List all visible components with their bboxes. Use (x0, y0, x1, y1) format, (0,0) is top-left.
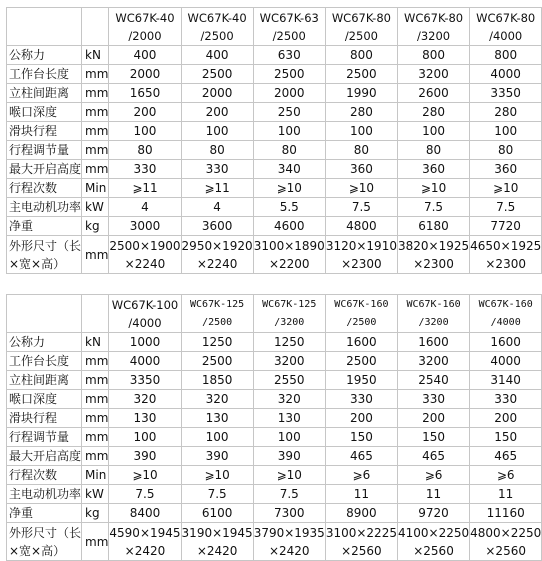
row-unit: mm (82, 371, 109, 390)
table-cell: 330 (109, 160, 181, 179)
row-label: 行程调节量 (7, 141, 82, 160)
table-row (7, 46, 542, 65)
table-cell: 3350 (109, 371, 181, 390)
size-dim-lw: 3120×1910 (325, 238, 397, 253)
table-cell: 100 (109, 428, 181, 447)
table-row (7, 428, 542, 447)
table-row (7, 371, 542, 390)
table-cell: 100 (470, 122, 542, 141)
row-label: 工作台长度 (7, 352, 82, 371)
size-cell (253, 523, 325, 561)
size-dim-lw: 3790×1935 (253, 525, 325, 540)
model-name: WC67K-40 (115, 10, 175, 25)
table-cell: 5.5 (253, 198, 325, 217)
size-dim-h: ×2420 (268, 543, 310, 558)
row-label: 净重 (7, 217, 82, 236)
row-label: 净重 (7, 504, 82, 523)
model-name: WC67K-125 (262, 298, 317, 310)
table-cell: 280 (397, 103, 469, 122)
row-unit: kW (82, 198, 109, 217)
table-cell: 3350 (470, 84, 542, 103)
table-cell: 1990 (325, 84, 397, 103)
table-row (7, 65, 542, 84)
table-cell: 390 (181, 447, 253, 466)
size-dim-lw: 3190×1945 (181, 525, 253, 540)
size-cell (325, 236, 397, 274)
table-cell: 2500 (253, 65, 325, 84)
table-cell: 80 (181, 141, 253, 160)
table-cell: 1250 (181, 333, 253, 352)
size-dim-lw: 4100×2250 (397, 525, 470, 540)
table-row (7, 179, 542, 198)
table-row (7, 198, 542, 217)
row-unit: mm (82, 141, 109, 160)
size-row-label (7, 523, 82, 561)
table-cell: ⩾10 (470, 179, 542, 198)
model-length: /2500 (200, 28, 234, 43)
table-row (7, 390, 542, 409)
table-cell: 2500 (181, 352, 253, 371)
table-cell: 6180 (397, 217, 469, 236)
table-cell: 2000 (181, 84, 253, 103)
table-row (7, 352, 542, 371)
table-cell: ⩾6 (397, 466, 469, 485)
header-row (7, 8, 542, 46)
model-header (325, 8, 397, 46)
table-cell: 100 (181, 122, 253, 141)
row-label: 滑块行程 (7, 409, 82, 428)
table-cell: 465 (397, 447, 469, 466)
spec-table-1 (6, 7, 542, 274)
table-row (7, 84, 542, 103)
row-label: 主电动机功率 (7, 198, 82, 217)
table-row (7, 409, 542, 428)
table-cell: 4 (109, 198, 181, 217)
row-unit: mm (82, 65, 109, 84)
size-dim-h: ×2300 (413, 256, 454, 271)
row-unit: mm (82, 447, 109, 466)
model-length: /4000 (128, 315, 162, 330)
header-blank-label (7, 8, 82, 46)
table-row (7, 333, 542, 352)
table-cell: 2500 (325, 65, 397, 84)
row-label: 主电动机功率 (7, 485, 82, 504)
size-dim-lw: 3100×2225 (325, 525, 397, 540)
size-dim-lw: 4800×2250 (470, 525, 542, 540)
size-dim-lw: 3820×1925 (397, 238, 470, 253)
model-length: /3200 (418, 316, 449, 328)
table-cell: 1950 (325, 371, 397, 390)
table-cell: ⩾6 (470, 466, 542, 485)
table-cell: 360 (397, 160, 469, 179)
header-blank-unit (82, 295, 109, 333)
table-cell: 330 (397, 390, 469, 409)
row-unit: Min (82, 179, 109, 198)
table-cell: 390 (109, 447, 181, 466)
table-cell: 150 (470, 428, 542, 447)
model-name: WC67K-160 (334, 298, 389, 310)
row-label: 行程调节量 (7, 428, 82, 447)
table-cell: 130 (253, 409, 325, 428)
model-header (397, 295, 469, 333)
table-cell: 7.5 (181, 485, 253, 504)
table-cell: 280 (470, 103, 542, 122)
row-unit: mm (82, 160, 109, 179)
row-unit: mm (82, 84, 109, 103)
size-cell (109, 236, 181, 274)
row-label: 公称力 (7, 333, 82, 352)
model-length: /2000 (128, 28, 162, 43)
table-cell: 7.5 (325, 198, 397, 217)
table-cell: 80 (397, 141, 469, 160)
model-length: /4000 (490, 316, 521, 328)
table-cell: 100 (253, 122, 325, 141)
model-header (181, 295, 253, 333)
table-cell: 330 (325, 390, 397, 409)
table-cell: 4800 (325, 217, 397, 236)
size-dim-h: ×2300 (341, 256, 382, 271)
table-cell: 200 (109, 103, 181, 122)
table-cell: 330 (181, 160, 253, 179)
table-cell: 7.5 (470, 198, 542, 217)
model-name: WC67K-63 (259, 10, 319, 25)
size-cell (325, 523, 397, 561)
table-cell: 2600 (397, 84, 469, 103)
table-cell: 11 (397, 485, 469, 504)
row-label: 公称力 (7, 46, 82, 65)
table-cell: 2000 (253, 84, 325, 103)
table-cell: ⩾6 (325, 466, 397, 485)
table-cell: 2500 (181, 65, 253, 84)
table-row (7, 141, 542, 160)
table-cell: 100 (253, 428, 325, 447)
model-name: WC67K-40 (187, 10, 247, 25)
model-length: /3200 (416, 28, 451, 43)
table-cell: 100 (181, 428, 253, 447)
table-cell: 150 (397, 428, 469, 447)
model-name: WC67K-80 (403, 10, 464, 25)
size-cell (470, 523, 542, 561)
table-cell: 100 (325, 122, 397, 141)
size-cell (470, 236, 542, 274)
size-label-line1: 外形尺寸（长 (9, 238, 82, 253)
table-cell: 80 (325, 141, 397, 160)
table-cell: 80 (470, 141, 542, 160)
table-cell: 150 (325, 428, 397, 447)
table-cell: 1600 (470, 333, 542, 352)
size-dim-lw: 2950×1920 (181, 238, 253, 253)
table-cell: 7720 (470, 217, 542, 236)
table-cell: 340 (253, 160, 325, 179)
model-header (470, 8, 542, 46)
size-dim-lw: 4650×1925 (470, 238, 542, 253)
row-unit: mm (82, 428, 109, 447)
size-label-line2: ×宽×高） (9, 256, 66, 271)
size-cell (253, 236, 325, 274)
table-cell: 400 (109, 46, 181, 65)
size-cell (181, 523, 253, 561)
table-cell: 200 (181, 103, 253, 122)
table-cell: 7.5 (109, 485, 181, 504)
table-cell: 100 (109, 122, 181, 141)
table-cell: 1250 (253, 333, 325, 352)
table-cell: 360 (325, 160, 397, 179)
size-dim-h: ×2300 (485, 256, 526, 271)
size-cell (397, 236, 469, 274)
table-cell: 4000 (109, 352, 181, 371)
model-length: /2500 (346, 316, 377, 328)
spec-table-2 (6, 294, 542, 561)
size-dim-h: ×2240 (196, 256, 238, 271)
table-row (7, 504, 542, 523)
table-cell: 465 (470, 447, 542, 466)
size-label-line2: ×宽×高） (9, 543, 66, 558)
row-unit: Min (82, 466, 109, 485)
table-cell: ⩾10 (325, 179, 397, 198)
table-cell: 330 (470, 390, 542, 409)
table-cell: 1600 (397, 333, 469, 352)
model-name: WC67K-160 (478, 298, 533, 310)
size-dim-h: ×2560 (341, 543, 382, 558)
table-cell: ⩾11 (181, 179, 253, 198)
row-unit: mm (82, 352, 109, 371)
table-cell: 3000 (109, 217, 181, 236)
size-dim-lw: 4590×1945 (109, 525, 181, 540)
row-label: 行程次数 (7, 466, 82, 485)
model-header (325, 295, 397, 333)
table-cell: 200 (397, 409, 469, 428)
table-cell: 3140 (470, 371, 542, 390)
table-cell: 9720 (397, 504, 469, 523)
row-unit: kN (82, 333, 109, 352)
row-label: 行程次数 (7, 179, 82, 198)
model-name: WC67K-100 (111, 297, 179, 312)
table-cell: 360 (470, 160, 542, 179)
row-label: 滑块行程 (7, 122, 82, 141)
row-unit: kg (82, 504, 109, 523)
row-unit: mm (82, 103, 109, 122)
table-cell: 6100 (181, 504, 253, 523)
table-cell: 4000 (470, 352, 542, 371)
table-cell: 800 (325, 46, 397, 65)
table-cell: 7.5 (253, 485, 325, 504)
table-cell: 2550 (253, 371, 325, 390)
size-cell (397, 523, 469, 561)
model-length: /2500 (272, 28, 306, 43)
table-row (7, 447, 542, 466)
table-cell: 7300 (253, 504, 325, 523)
row-unit: kN (82, 46, 109, 65)
table-cell: 80 (109, 141, 181, 160)
table-cell: 465 (325, 447, 397, 466)
size-dim-h: ×2240 (124, 256, 166, 271)
table-cell: 8400 (109, 504, 181, 523)
header-blank-label (7, 295, 82, 333)
model-header (253, 8, 325, 46)
table-cell: 630 (253, 46, 325, 65)
row-label: 喉口深度 (7, 103, 82, 122)
table-cell: 3200 (397, 65, 469, 84)
model-name: WC67K-125 (190, 298, 245, 310)
table-cell: ⩾11 (109, 179, 181, 198)
size-row (7, 523, 542, 561)
size-row-unit: mm (82, 523, 109, 561)
row-unit: kg (82, 217, 109, 236)
table-cell: 3600 (181, 217, 253, 236)
table-cell: 200 (325, 409, 397, 428)
table-row (7, 485, 542, 504)
table-cell: 2540 (397, 371, 469, 390)
size-dim-h: ×2420 (196, 543, 238, 558)
header-row (7, 295, 542, 333)
table-cell: 800 (397, 46, 469, 65)
size-row-unit: mm (82, 236, 109, 274)
model-header (181, 8, 253, 46)
table-cell: 130 (109, 409, 181, 428)
model-length: /2500 (344, 28, 378, 43)
table-cell: 130 (181, 409, 253, 428)
table-cell: 1650 (109, 84, 181, 103)
table-cell: ⩾10 (181, 466, 253, 485)
model-header (253, 295, 325, 333)
table-row (7, 466, 542, 485)
table-cell: 2500 (325, 352, 397, 371)
model-length: /2500 (202, 316, 233, 328)
model-header (470, 295, 542, 333)
table-cell: 3200 (253, 352, 325, 371)
row-label: 工作台长度 (7, 65, 82, 84)
table-cell: 11160 (470, 504, 542, 523)
row-label: 最大开启高度 (7, 447, 82, 466)
table-cell: 4 (181, 198, 253, 217)
table-cell: 1850 (181, 371, 253, 390)
table-row (7, 160, 542, 179)
table-cell: 200 (470, 409, 542, 428)
header-blank-unit (82, 8, 109, 46)
table-cell: 2000 (109, 65, 181, 84)
size-cell (109, 523, 181, 561)
table-cell: ⩾10 (397, 179, 469, 198)
table-cell: 320 (181, 390, 253, 409)
size-dim-h: ×2560 (485, 543, 526, 558)
size-label-line1: 外形尺寸（长 (9, 525, 82, 540)
size-dim-h: ×2200 (268, 256, 310, 271)
row-label: 喉口深度 (7, 390, 82, 409)
model-header (109, 295, 181, 333)
size-dim-h: ×2420 (124, 543, 166, 558)
table-cell: 400 (181, 46, 253, 65)
size-dim-lw: 3100×1890 (253, 238, 325, 253)
model-name: WC67K-80 (331, 10, 391, 25)
row-label: 最大开启高度 (7, 160, 82, 179)
row-label: 立柱间距离 (7, 84, 82, 103)
row-unit: mm (82, 409, 109, 428)
table-cell: 800 (470, 46, 542, 65)
model-header (397, 8, 469, 46)
size-row (7, 236, 542, 274)
row-unit: kW (82, 485, 109, 504)
table-row (7, 103, 542, 122)
table-cell: 8900 (325, 504, 397, 523)
size-dim-lw: 2500×1900 (109, 238, 181, 253)
table-cell: 4600 (253, 217, 325, 236)
table-cell: 100 (397, 122, 469, 141)
size-dim-h: ×2560 (413, 543, 454, 558)
table-cell: 1000 (109, 333, 181, 352)
table-cell: 250 (253, 103, 325, 122)
table-cell: 320 (109, 390, 181, 409)
model-header (109, 8, 181, 46)
model-length: /3200 (274, 316, 305, 328)
row-unit: mm (82, 390, 109, 409)
table-cell: 1600 (325, 333, 397, 352)
table-cell: ⩾10 (109, 466, 181, 485)
table-cell: 320 (253, 390, 325, 409)
table-cell: 280 (325, 103, 397, 122)
table-cell: 4000 (470, 65, 542, 84)
table-row (7, 217, 542, 236)
table-cell: 11 (470, 485, 542, 504)
table-cell: 80 (253, 141, 325, 160)
table-cell: 390 (253, 447, 325, 466)
table-cell: 3200 (397, 352, 469, 371)
table-cell: ⩾10 (253, 179, 325, 198)
row-unit: mm (82, 122, 109, 141)
row-label: 立柱间距离 (7, 371, 82, 390)
size-row-label (7, 236, 82, 274)
size-cell (181, 236, 253, 274)
table-cell: 11 (325, 485, 397, 504)
table-cell: ⩾10 (253, 466, 325, 485)
table-row (7, 122, 542, 141)
table-cell: 7.5 (397, 198, 469, 217)
model-name: WC67K-160 (406, 298, 461, 310)
model-name: WC67K-80 (476, 10, 536, 25)
model-length: /4000 (489, 28, 523, 43)
